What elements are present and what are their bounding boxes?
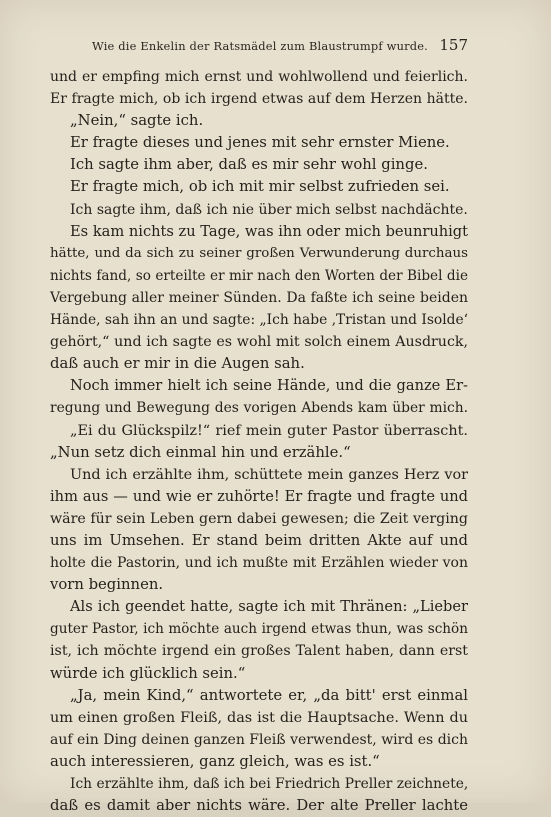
text-line: „Ja, mein Kind,“ antwortete er, „da bitt' erst einmal: [70, 686, 468, 704]
text-line: Er fragte dieses und jenes mit sehr ernster Miene.: [70, 134, 450, 152]
text-line: daß es damit aber nichts wäre. Der alte Preller lachte: [50, 797, 468, 815]
text-line: Er fragte mich, ob ich mit mir selbst zufrieden sei.: [70, 178, 450, 196]
text-line: würde ich glücklich sein.“: [50, 664, 246, 682]
page-number: 157: [439, 36, 468, 54]
text-line: auch interessieren, ganz gleich, was es ist.“: [50, 752, 380, 770]
text-line: Vergebung aller meiner Sünden. Da faßte ich seine beiden: [50, 289, 468, 306]
text-line: vorn beginnen.: [50, 576, 164, 594]
running-title: Wie die Enkelin der Ratsmädel zum Blaustrumpf wurde.: [92, 39, 429, 53]
text-line: Er fragte mich, ob ich irgend etwas auf dem Herzen hätte.: [50, 91, 468, 108]
page-header: [92, 36, 468, 58]
text-line: wäre für sein Leben gern dabei gewesen; die Zeit verging: [50, 510, 468, 527]
text-line: Noch immer hielt ich seine Hände, und die ganze Er-: [70, 377, 468, 395]
text-line: Hände, sah ihn an und sagte: „Ich habe ‚Tristan und Isolde‘: [50, 312, 468, 329]
text-line: nichts fand, so erteilte er mir nach den Worten der Bibel die: [50, 267, 468, 284]
text-line: und er empfing mich ernst und wohlwollend und feierlich.: [50, 69, 468, 85]
text-line: ist, ich möchte irgend ein großes Talent haben, dann erst: [50, 643, 468, 660]
text-line: auf ein Ding deinen ganzen Fleiß verwendest, wird es dich: [50, 731, 468, 748]
text-line: Ich sagte ihm, daß ich nie über mich selbst nachdächte.: [70, 201, 468, 218]
text-line: holte die Pastorin, und ich mußte mit Erzählen wieder von: [50, 555, 468, 572]
text-line: daß auch er mir in die Augen sah.: [50, 355, 305, 373]
text-line: „Ei du Glückspilz!“ rief mein guter Pastor überrascht.: [70, 422, 468, 439]
text-line: regung und Bewegung des vorigen Abends kam über mich.: [50, 400, 468, 417]
body-text: [50, 66, 468, 817]
text-line: ihm aus — und wie er zuhörte! Er fragte und fragte und: [50, 487, 468, 505]
text-line: guter Pastor, ich möchte auch irgend etwas thun, was schön: [50, 621, 468, 638]
text-line: „Nein,“ sagte ich.: [70, 112, 204, 130]
text-line: Ich erzählte ihm, daß ich bei Friedrich Preller zeichnete,: [70, 776, 469, 792]
text-line: Es kam nichts zu Tage, was ihn oder mich beunruhigt: [70, 222, 468, 240]
text-line: „Nun setz dich einmal hin und erzähle.“: [50, 443, 351, 461]
text-line: uns im Umsehen. Er stand beim dritten Akte auf und: [50, 531, 468, 549]
text-line: Und ich erzählte ihm, schüttete mein ganzes Herz vor: [70, 466, 468, 483]
text-line: um einen großen Fleiß, das ist die Hauptsache. Wenn du: [50, 709, 468, 726]
text-line: Als ich geendet hatte, sagte ich mit Thränen: „Lieber: [70, 598, 468, 616]
text-line: hätte, und da sich zu seiner großen Verwunderung durchaus: [50, 245, 468, 261]
text-line: Ich sagte ihm aber, daß es mir sehr wohl ginge.: [70, 156, 428, 174]
text-line: gehört,“ und ich sagte es wohl mit solch einem Ausdruck,: [50, 334, 468, 351]
